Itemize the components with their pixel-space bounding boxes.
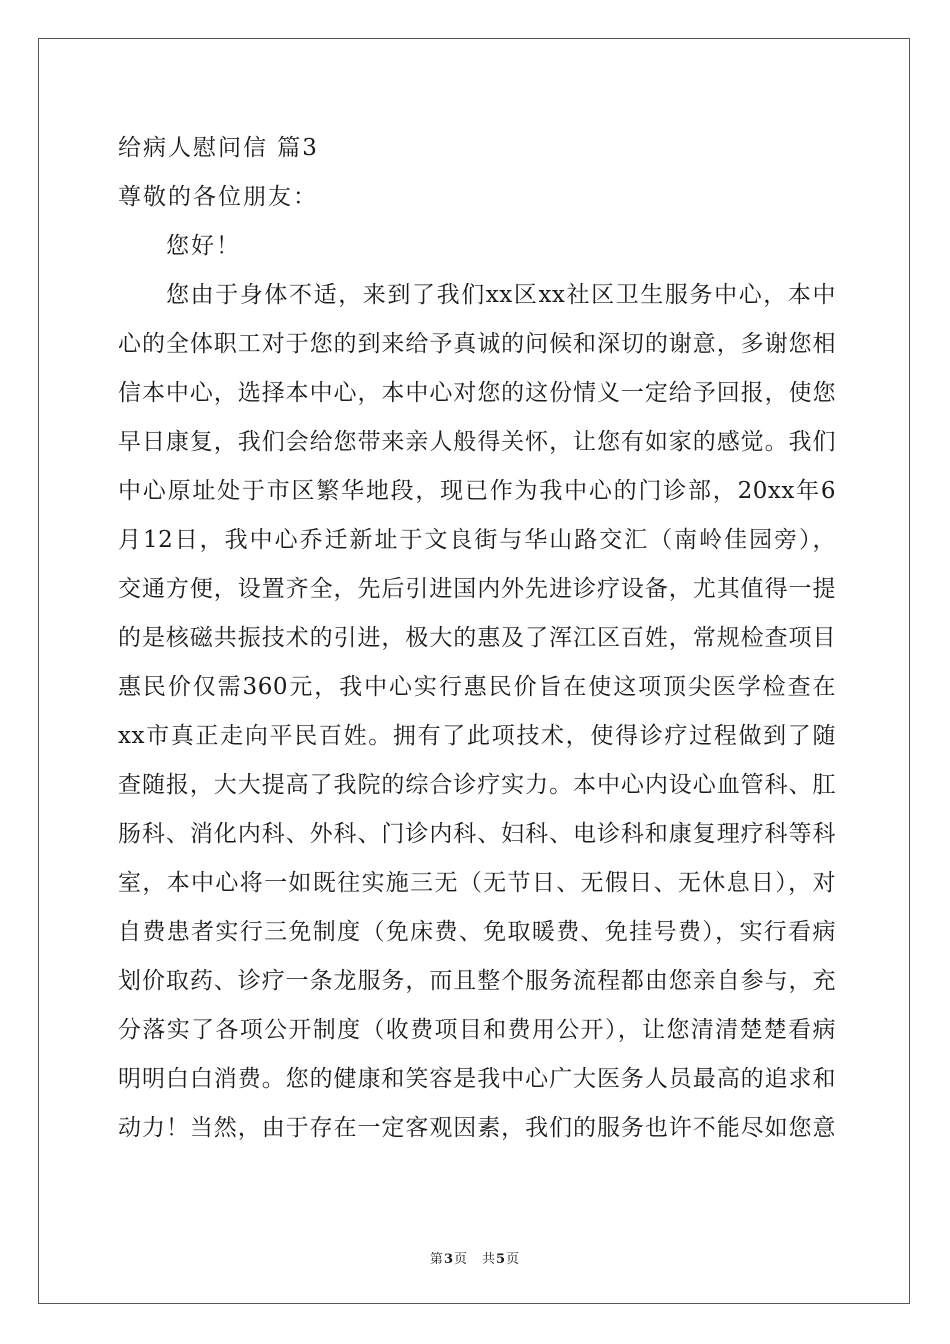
paragraph-line: 室，本中心将一如既往实施三无（无节日、无假日、无休息日），对 — [118, 870, 836, 896]
paragraph-line: 早日康复，我们会给您带来亲人般得关怀，让您有如家的感觉。我们 — [118, 429, 836, 455]
total-page-count: 5 — [496, 1252, 507, 1267]
footer-middle: 页 共 — [453, 1252, 496, 1267]
current-page-number: 3 — [443, 1252, 454, 1267]
letter-paragraph — [118, 271, 836, 1153]
paragraph-line: 月12日，我中心乔迁新址于文良街与华山路交汇（南岭佳园旁）， — [118, 527, 836, 553]
paragraph-line: 自费患者实行三免制度（免床费、免取暖费、免挂号费），实行看病 — [118, 919, 836, 945]
paragraph-line: 中心原址处于市区繁华地段，现已作为我中心的门诊部，20xx年6 — [118, 478, 836, 504]
paragraph-line: 惠民价仅需360元，我中心实行惠民价旨在使这项顶尖医学检查在 — [118, 674, 836, 700]
paragraph-line: 心的全体职工对于您的到来给予真诚的问候和深切的谢意，多谢您相 — [118, 331, 836, 357]
paragraph-line: 划价取药、诊疗一条龙服务，而且整个服务流程都由您亲自参与，充 — [118, 968, 836, 994]
document-title: 给病人慰问信 篇3 — [118, 135, 319, 161]
paragraph-line: 肠科、消化内科、外科、门诊内科、妇科、电诊科和康复理疗科等科 — [118, 821, 836, 847]
page-footer — [0, 1248, 950, 1267]
paragraph-line: 的是核磁共振技术的引进，极大的惠及了浑江区百姓，常规检查项目 — [118, 625, 836, 651]
paragraph-line: 您由于身体不适，来到了我们xx区xx社区卫生服务中心，本中 — [166, 282, 836, 308]
paragraph-line: 交通方便，设置齐全，先后引进国内外先进诊疗设备，尤其值得一提 — [118, 576, 836, 602]
greeting: 您好！ — [166, 233, 241, 259]
footer-prefix: 第 — [429, 1252, 444, 1267]
document-body — [118, 124, 836, 1153]
salutation: 尊敬的各位朋友： — [118, 184, 318, 210]
paragraph-line: 分落实了各项公开制度（收费项目和费用公开），让您清清楚楚看病 — [118, 1017, 836, 1043]
paragraph-line: 信本中心，选择本中心，本中心对您的这份情义一定给予回报，使您 — [118, 380, 836, 406]
paragraph-line: 动力！当然，由于存在一定客观因素，我们的服务也许不能尽如您意 — [118, 1115, 836, 1141]
paragraph-line: xx市真正走向平民百姓。拥有了此项技术，使得诊疗过程做到了随 — [118, 723, 836, 749]
paragraph-line: 查随报，大大提高了我院的综合诊疗实力。本中心内设心血管科、肛 — [118, 772, 836, 798]
paragraph-line: 明明白白消费。您的健康和笑容是我中心广大医务人员最高的追求和 — [118, 1066, 836, 1092]
footer-suffix: 页 — [506, 1252, 521, 1267]
